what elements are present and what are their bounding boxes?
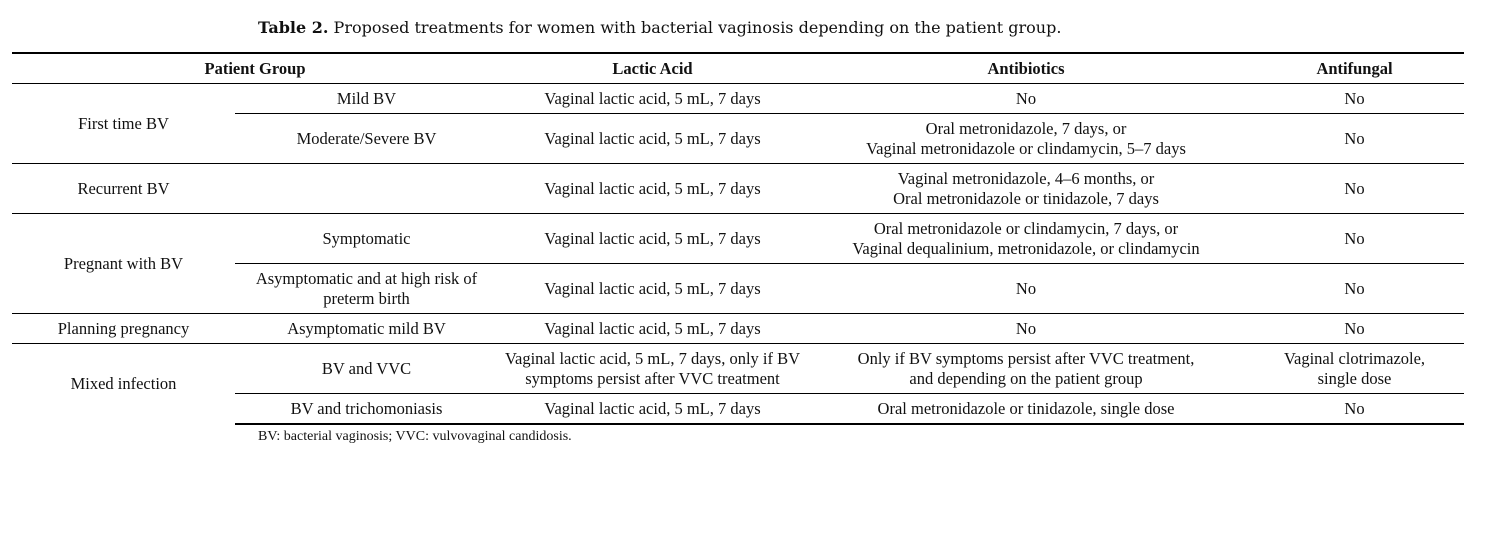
subgroup-cell: Moderate/Severe BV	[235, 114, 498, 164]
group-pregnant-with-bv: Pregnant with BV	[12, 214, 235, 314]
group-recurrent-bv: Recurrent BV	[12, 164, 235, 214]
antifungal-line: Vaginal clotrimazole,	[1283, 348, 1426, 368]
antifungal-line: No	[1344, 278, 1365, 298]
antifungal-line: No	[1344, 88, 1365, 108]
antifungal-cell	[1245, 84, 1464, 114]
antifungal-cell	[1245, 344, 1464, 394]
lactic-acid-cell: Vaginal lactic acid, 5 mL, 7 days	[498, 264, 807, 314]
subgroup-text: Asymptomatic and at high risk of preterm birth	[255, 268, 478, 308]
table-row	[12, 164, 1464, 214]
lactic-acid-text: Vaginal lactic acid, 5 mL, 7 days, only if BV symptoms persist after VVC treatment	[504, 348, 801, 388]
header-lactic-acid: Lactic Acid	[498, 53, 807, 84]
group-mixed-infection: Mixed infection	[12, 344, 235, 425]
header-antifungal: Antifungal	[1245, 53, 1464, 84]
subgroup-cell: BV and trichomoniasis	[235, 394, 498, 425]
table-caption-text: Proposed treatments for women with bacterial vaginosis depending on the patient group.	[328, 18, 1062, 37]
antibiotics-cell	[807, 84, 1245, 114]
antibiotics-line: No	[1015, 318, 1037, 338]
antibiotics-line: Vaginal dequalinium, metronidazole, or clindamycin	[852, 238, 1200, 258]
subgroup-cell	[235, 264, 498, 314]
antibiotics-cell	[807, 314, 1245, 344]
antibiotics-line: and depending on the patient group	[909, 368, 1143, 388]
antibiotics-line: Vaginal metronidazole or clindamycin, 5–7 days	[866, 138, 1186, 158]
group-first-time-bv: First time BV	[78, 113, 169, 133]
lactic-acid-cell: Vaginal lactic acid, 5 mL, 7 days	[498, 114, 807, 164]
table-footnote: BV: bacterial vaginosis; VVC: vulvovaginal candidosis.	[258, 429, 572, 444]
table-caption	[258, 17, 1061, 39]
antifungal-cell	[1245, 214, 1464, 264]
table-row	[12, 344, 1464, 394]
lactic-acid-cell	[498, 344, 807, 394]
antibiotics-cell	[807, 344, 1245, 394]
header-row	[12, 53, 1464, 84]
header-antibiotics: Antibiotics	[807, 53, 1245, 84]
header-patient-group: Patient Group	[12, 53, 498, 84]
table-caption-label: Table 2.	[258, 18, 329, 37]
lactic-acid-cell: Vaginal lactic acid, 5 mL, 7 days	[498, 314, 807, 344]
antifungal-cell	[1245, 164, 1464, 214]
antibiotics-line: Only if BV symptoms persist after VVC treatment,	[857, 348, 1195, 368]
antibiotics-line: No	[1015, 88, 1037, 108]
antibiotics-line: No	[1015, 278, 1037, 298]
antifungal-line: No	[1344, 178, 1365, 198]
antifungal-line: single dose	[1317, 368, 1392, 388]
subgroup-cell: BV and VVC	[235, 344, 498, 394]
subgroup-cell	[235, 164, 498, 214]
lactic-acid-cell: Vaginal lactic acid, 5 mL, 7 days	[498, 394, 807, 425]
lactic-acid-cell: Vaginal lactic acid, 5 mL, 7 days	[544, 88, 761, 108]
antibiotics-line: Oral metronidazole or tinidazole, single dose	[877, 398, 1175, 418]
antifungal-line: No	[1344, 228, 1365, 248]
table-row	[12, 214, 1464, 264]
lactic-acid-cell: Vaginal lactic acid, 5 mL, 7 days	[498, 164, 807, 214]
antibiotics-line: Oral metronidazole or tinidazole, 7 days	[893, 188, 1159, 208]
antifungal-line: No	[1344, 398, 1365, 418]
treatment-table	[12, 52, 1464, 425]
antibiotics-cell	[807, 264, 1245, 314]
antibiotics-line: Oral metronidazole, 7 days, or	[925, 118, 1127, 138]
antifungal-cell	[1245, 264, 1464, 314]
antibiotics-line: Vaginal metronidazole, 4–6 months, or	[897, 168, 1155, 188]
antifungal-line: No	[1344, 128, 1365, 148]
antibiotics-cell	[807, 394, 1245, 425]
antibiotics-cell	[807, 114, 1245, 164]
subgroup-cell: Symptomatic	[235, 214, 498, 264]
antibiotics-line: Oral metronidazole or clindamycin, 7 days, or	[873, 218, 1179, 238]
subgroup-cell: Asymptomatic mild BV	[235, 314, 498, 344]
table-row	[12, 314, 1464, 344]
antifungal-cell	[1245, 394, 1464, 425]
antibiotics-cell	[807, 214, 1245, 264]
antifungal-cell	[1245, 314, 1464, 344]
antifungal-cell	[1245, 114, 1464, 164]
antifungal-line: No	[1344, 318, 1365, 338]
antibiotics-cell	[807, 164, 1245, 214]
table-row	[12, 84, 1464, 114]
subgroup-cell: Mild BV	[336, 88, 397, 108]
group-planning-pregnancy: Planning pregnancy	[12, 314, 235, 344]
lactic-acid-cell: Vaginal lactic acid, 5 mL, 7 days	[498, 214, 807, 264]
